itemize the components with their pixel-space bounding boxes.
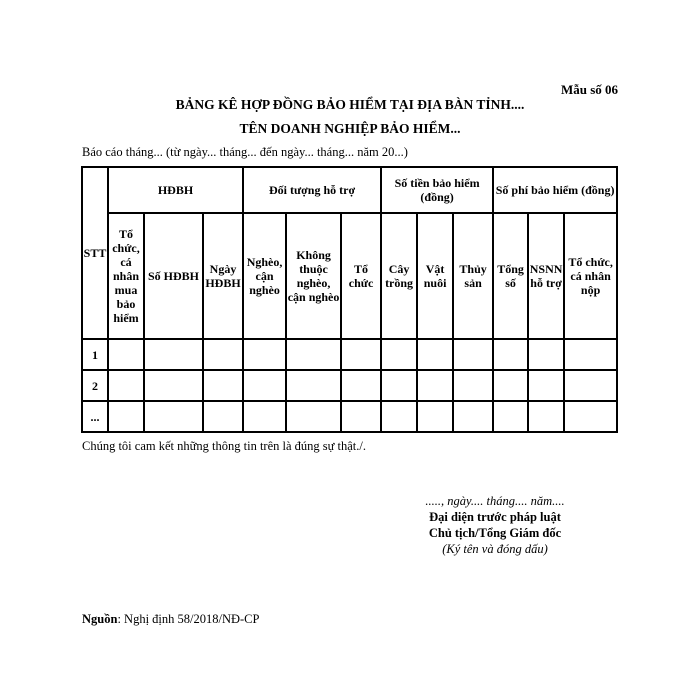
table-cell [144,401,203,432]
table-cell [381,370,417,401]
form-number: Mẫu số 06 [560,82,618,97]
header-ngheo: Nghèo, cận nghèo [243,213,286,339]
row-stt: ... [82,401,108,432]
table-cell [493,339,528,370]
table-cell [417,370,453,401]
table-row [82,370,617,401]
insurance-contract-table [81,166,618,433]
company-name-title: TÊN DOANH NGHIỆP BẢO HIỂM... [239,121,461,136]
header-to-chuc: Tổ chức [341,213,381,339]
table-cell [528,339,564,370]
table-cell [286,339,341,370]
table-cell [286,370,341,401]
signature-role: Đại diện trước pháp luật [429,510,561,524]
header-to-chuc-mua: Tổ chức, cá nhân mua bảo hiểm [108,213,144,339]
header-group-doi-tuong: Đối tượng hỗ trợ [243,167,381,213]
header-tong-so: Tổng số [493,213,528,339]
table-cell [108,370,144,401]
header-nsnn: NSNN hỗ trợ [528,213,564,339]
table-row [82,339,617,370]
table-cell [243,339,286,370]
header-group-hdbh: HĐBH [108,167,243,213]
table-cell [243,401,286,432]
table-cell [286,401,341,432]
commitment-statement: Chúng tôi cam kết những thông tin trên là đúng sự thật./. [82,439,367,453]
table-cell [564,370,617,401]
table-cell [493,401,528,432]
table-cell [341,370,381,401]
source-text: Nghị định 58/2018/NĐ-CP [124,612,260,626]
table-cell [203,370,243,401]
header-so-hdbh: Số HĐBH [144,213,203,339]
signature-note: (Ký tên và đóng dấu) [442,542,548,556]
source-separator: : [117,612,125,626]
table-cell [453,339,493,370]
header-vat-nuoi: Vật nuôi [417,213,453,339]
signature-title: Chủ tịch/Tổng Giám đốc [428,526,562,540]
table-cell [381,401,417,432]
table-cell [341,401,381,432]
header-group-so-phi: Số phí bảo hiểm (đồng) [493,167,617,213]
source-label: Nguồn [82,612,118,626]
header-group-so-tien: Số tiền bảo hiểm (đồng) [381,167,493,213]
table-cell [564,401,617,432]
table-cell [108,339,144,370]
header-thuy-san: Thủy sản [453,213,493,339]
table-cell [564,339,617,370]
table-cell [528,370,564,401]
report-period: Báo cáo tháng... (từ ngày... tháng... đến ngày... tháng... năm 20...) [82,145,408,159]
header-cay-trong: Cây trồng [381,213,417,339]
table-cell [144,370,203,401]
table-cell [453,401,493,432]
row-stt: 2 [82,370,108,401]
table-cell [417,401,453,432]
table-row [82,401,617,432]
table-cell [243,370,286,401]
header-to-chuc-nop: Tổ chức, cá nhân nộp [564,213,617,339]
document-title: BẢNG KÊ HỢP ĐỒNG BẢO HIỂM TẠI ĐỊA BÀN TỈNH.... [175,97,525,112]
table-cell [144,339,203,370]
row-stt: 1 [82,339,108,370]
table-cell [108,401,144,432]
header-ngay-hdbh: Ngày HĐBH [203,213,243,339]
table-cell [203,339,243,370]
table-cell [528,401,564,432]
source-citation [82,612,259,627]
table-cell [453,370,493,401]
table-cell [203,401,243,432]
signature-date: ....., ngày.... tháng.... năm.... [425,494,565,508]
table-cell [341,339,381,370]
table-cell [381,339,417,370]
header-stt: STT [82,167,108,339]
table-cell [493,370,528,401]
header-khong-ngheo: Không thuộc nghèo, cận nghèo [286,213,341,339]
table-cell [417,339,453,370]
